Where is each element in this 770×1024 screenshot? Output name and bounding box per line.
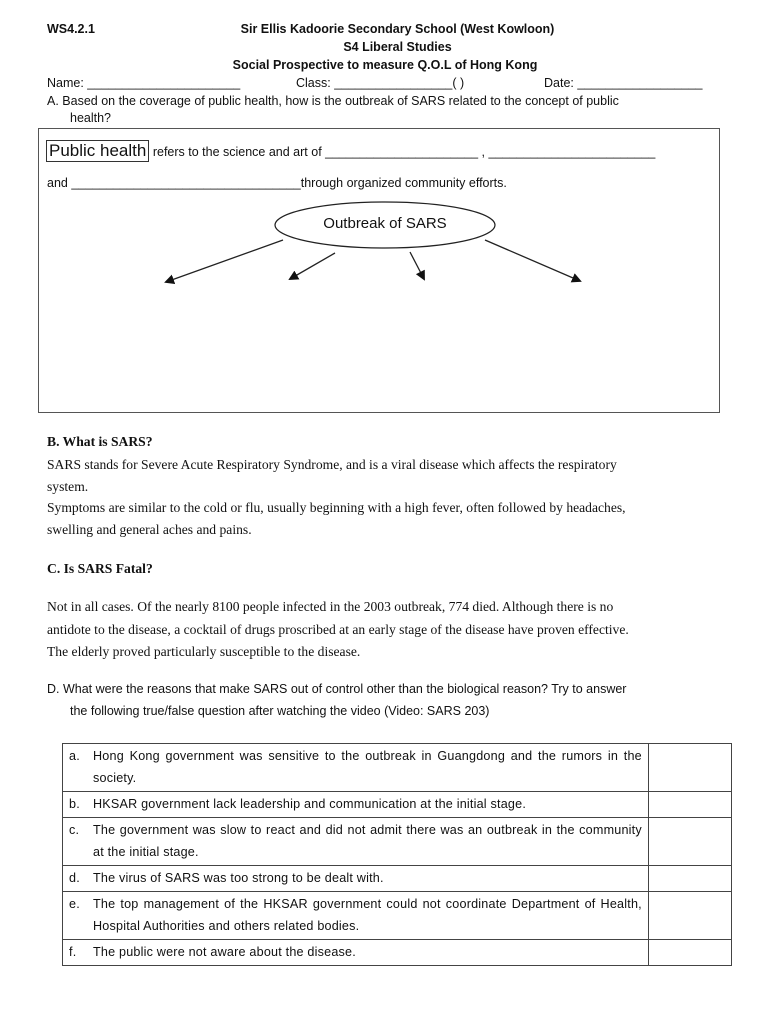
table-row: [63, 744, 732, 792]
school-name: Sir Ellis Kadoorie Secondary School (West Kowloon): [240, 22, 555, 36]
arrow-2: [290, 253, 335, 279]
section-b-p2: Symptoms are similar to the cold or flu, usually beginning with a high fever, often followed by headaches,: [47, 500, 626, 515]
item-letter: d.: [69, 871, 80, 885]
table-row: [63, 818, 732, 866]
definition-text: refers to the science and art of ______________________ , ________________________: [152, 145, 656, 159]
table-row: [63, 892, 732, 940]
item-text: The government was slow to react and did not admit there was an outbreak in the community at the initial stage.: [93, 823, 642, 859]
definition-line-2[interactable]: and _________________________________through organized community efforts.: [47, 176, 507, 190]
diagram-center-label: Outbreak of SARS: [323, 215, 447, 232]
section-c-heading: C. Is SARS Fatal?: [47, 561, 153, 576]
item-text: The top management of the HKSAR government could not coordinate Department of Health, Hospital Authorities and others related bodies.: [93, 897, 642, 933]
item-letter: a.: [69, 749, 80, 763]
item-text: HKSAR government lack leadership and communication at the initial stage.: [93, 797, 527, 811]
section-d-question: D. What were the reasons that make SARS out of control other than the biological reason? Try to answer: [47, 682, 627, 696]
item-letter: f.: [69, 945, 77, 959]
item-letter: e.: [69, 897, 80, 911]
section-c-line-2: antidote to the disease, a cocktail of drugs proscribed at an early stage of the disease have proven effective.: [47, 622, 629, 637]
worksheet-code: WS4.2.1: [47, 22, 95, 36]
section-c-line-1: Not in all cases. Of the nearly 8100 people infected in the 2003 outbreak, 774 died. Although there is no: [47, 599, 614, 614]
name-field[interactable]: Name: ______________________: [47, 76, 241, 90]
arrow-4: [485, 240, 580, 281]
section-b-p2-cont: swelling and general aches and pains.: [47, 522, 252, 537]
item-letter: b.: [69, 797, 80, 811]
section-a-question-cont: health?: [70, 111, 112, 125]
subject: S4 Liberal Studies: [343, 40, 452, 54]
item-text: The virus of SARS was too strong to be dealt with.: [93, 871, 384, 885]
section-b-p1: SARS stands for Severe Acute Respiratory Syndrome, and is a viral disease which affects the respiratory: [47, 457, 617, 472]
public-health-term: Public health: [46, 140, 149, 162]
answer-cell[interactable]: [648, 940, 731, 966]
answer-cell[interactable]: [648, 744, 731, 792]
table-row: [63, 940, 732, 966]
sars-diagram: [0, 0, 770, 420]
section-a-question: A. Based on the coverage of public health, how is the outbreak of SARS related to the concept of public: [47, 94, 619, 108]
answer-cell[interactable]: [648, 792, 731, 818]
true-false-table: [62, 743, 732, 966]
answer-cell[interactable]: [648, 818, 731, 866]
section-d-question-cont: the following true/false question after watching the video (Video: SARS 203): [70, 704, 490, 718]
date-field[interactable]: Date: __________________: [544, 76, 703, 90]
table-row: [63, 792, 732, 818]
item-letter: c.: [69, 823, 80, 837]
topic: Social Prospective to measure Q.O.L of Hong Kong: [232, 58, 538, 72]
section-b-p1-cont: system.: [47, 479, 89, 494]
arrow-3: [410, 252, 424, 279]
answer-cell[interactable]: [648, 892, 731, 940]
section-c-line-3: The elderly proved particularly susceptible to the disease.: [47, 644, 361, 659]
item-text: Hong Kong government was sensitive to the outbreak in Guangdong and the rumors in the society.: [93, 749, 642, 785]
arrow-1: [166, 240, 283, 282]
answer-cell[interactable]: [648, 866, 731, 892]
item-text: The public were not aware about the disease.: [93, 945, 356, 959]
section-b-heading: B. What is SARS?: [47, 434, 153, 449]
table-row: [63, 866, 732, 892]
class-field[interactable]: Class: _________________( ): [296, 76, 465, 90]
